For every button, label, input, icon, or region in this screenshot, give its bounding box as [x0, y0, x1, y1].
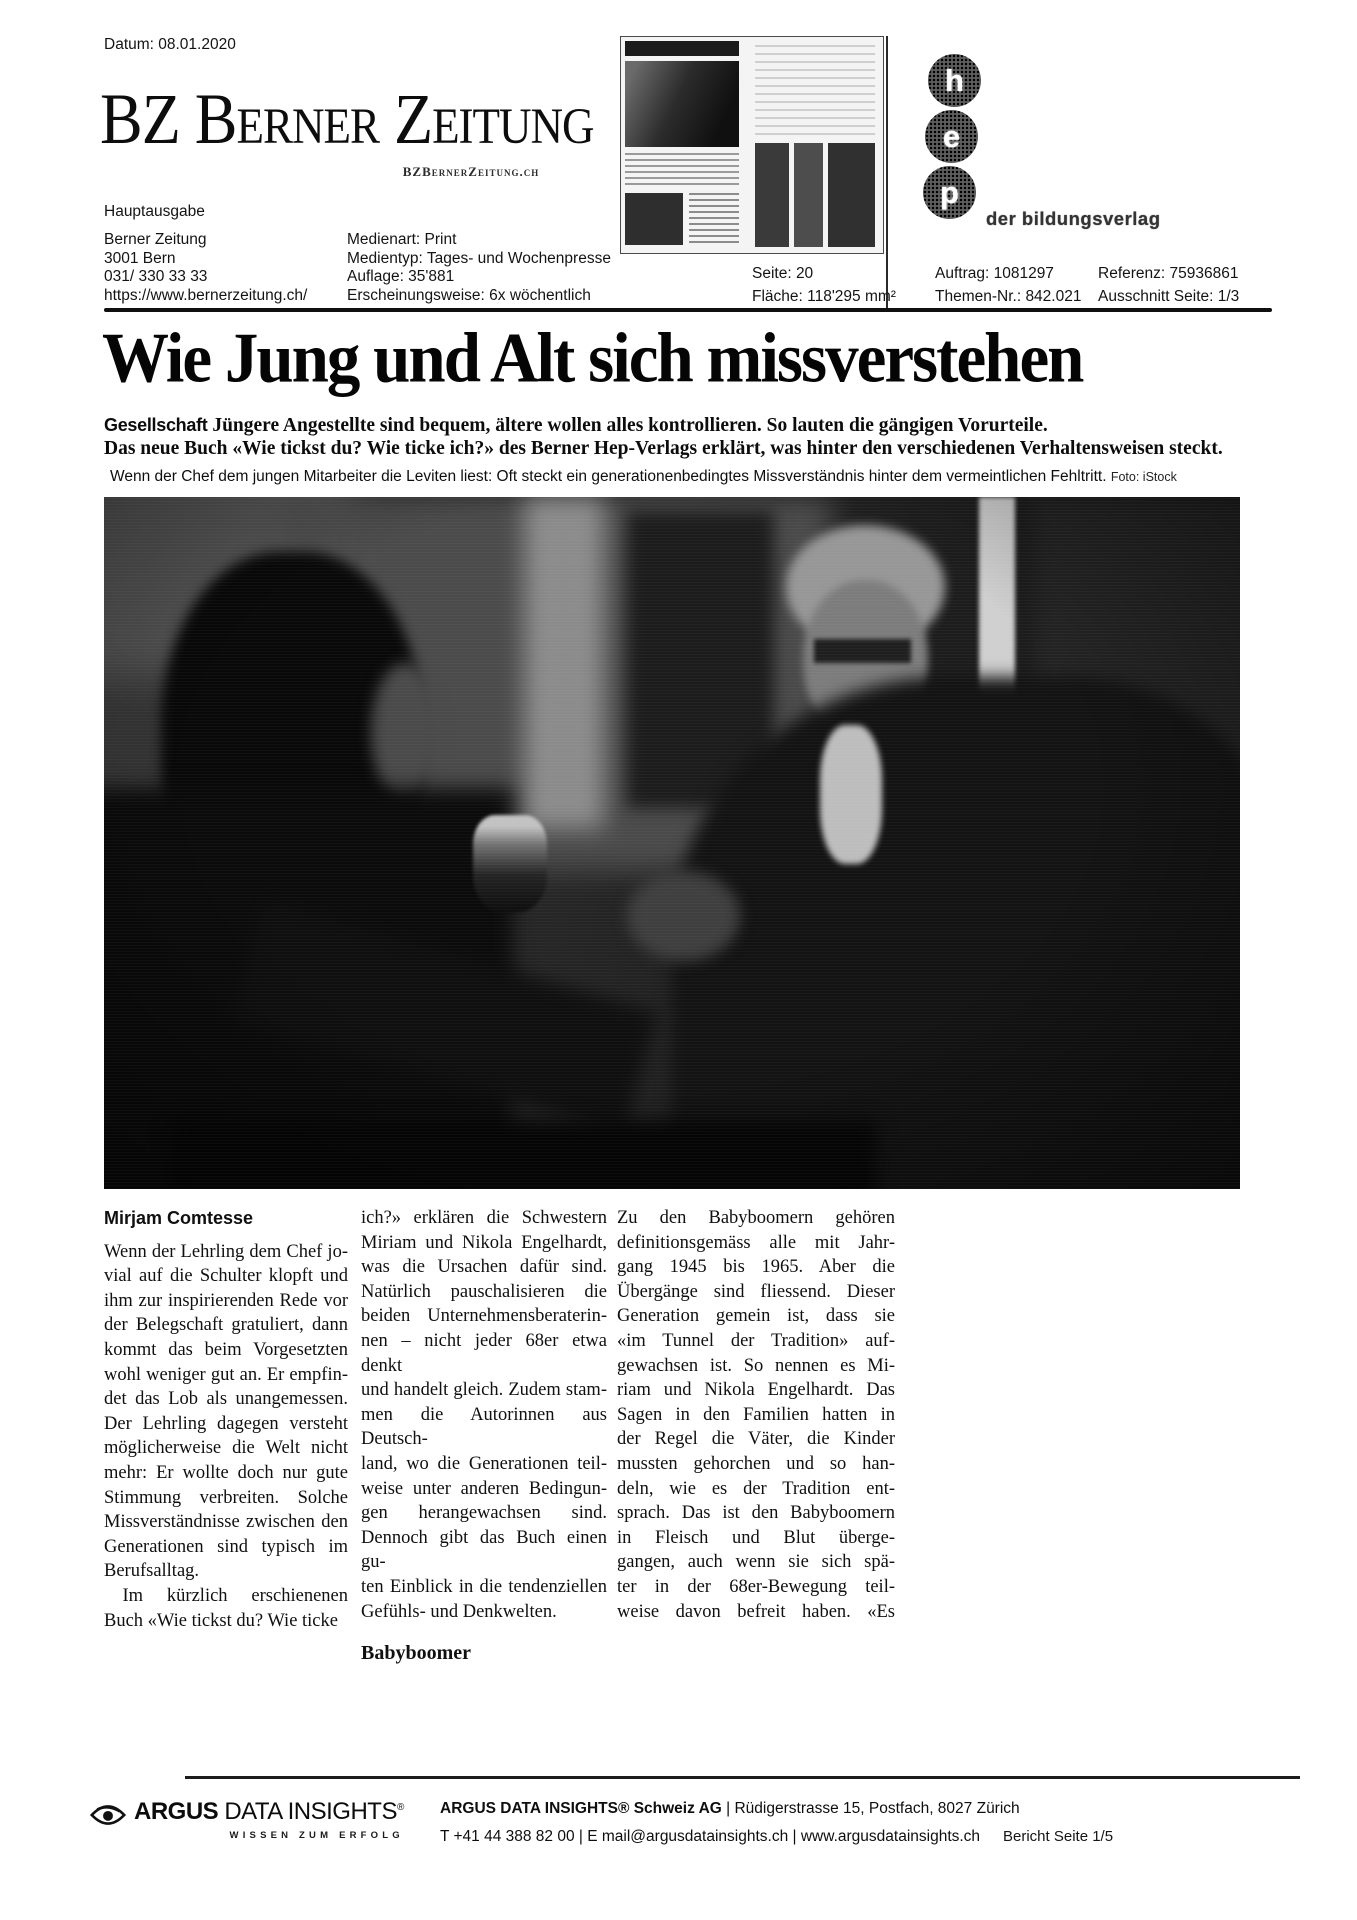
article-byline: Mirjam Comtesse: [104, 1208, 254, 1228]
article-column-2: [361, 1206, 612, 1666]
thumbnail-photo: [625, 61, 739, 147]
argus-eye-icon: [90, 1800, 126, 1835]
column-text: ich?» erklären die Schwestern Miriam und Nikola Engelhardt, was die Ursachen dafür sind. Natürlich pauschalisieren die beiden Unternehmensberaterin- nen – nicht jeder 68er etwa denkt und handelt gleich. Zudem stam- men die Autorinnen aus Deutsch- land, wo die Generationen teil- weise unter anderen Bedingun- gen herangewachsen sind. Dennoch gibt das Buch einen gu- ten Einblick in die tendenziellen Gefühls- und Denkwelten.: [361, 1208, 612, 1622]
footer-divider: [185, 1776, 1300, 1779]
publisher-address-block: Berner Zeitung 3001 Bern 031/ 330 33 33 https://www.bernerzeitung.ch/: [104, 231, 308, 304]
article-column-3: [617, 1206, 895, 1666]
hep-logo-tagline: der bildungsverlag: [986, 208, 1161, 229]
section-subhead: Babyboomer: [361, 1642, 471, 1665]
column-text: Zu den Babyboomern gehören definitionsgemäss alle mit Jahr- gang 1945 bis 1965. Aber die Übergänge sind fliessend. Dieser Generation gemein ist, dass sie «im Tunnel der Tradition» auf- gewachsen ist. So nennen es Mi- riam und Nikola Engelhardt. Das Sagen in den Familien hatten in der Regel die Väter, die Kinder mussten gehorchen und so han- deln, wie es der Tradition ent- sprach. Das ist den Babyboomern in Fleisch und Blut überge- gangen, auch wenn sie sich spä- ter in der 68er-Bewegung teil- weise davon befreit haben. «Es: [617, 1208, 895, 1622]
header-horizontal-rule: [104, 308, 1272, 312]
argus-brand-block: [134, 1798, 404, 1841]
article-headline: Wie Jung und Alt sich missverstehen: [102, 319, 1083, 398]
article-photo: [104, 497, 1240, 1189]
footer-street-address: Rüdigerstrasse 15, Postfach, 8027 Zürich: [734, 1800, 1020, 1817]
footer-company-line: [440, 1800, 1020, 1818]
footer-company: ARGUS DATA INSIGHTS® Schweiz AG: [440, 1800, 722, 1817]
thumbnail-text-lines: [625, 153, 739, 187]
newspaper-page-thumbnail: [620, 36, 884, 254]
footer-separator: |: [721, 1800, 735, 1817]
footer-contact-block: [440, 1800, 1020, 1846]
hep-letter: e: [942, 119, 961, 154]
thumbnail-masthead: [625, 41, 739, 56]
lead-line-1: [104, 414, 1223, 438]
brand-registered-mark: ®: [396, 1802, 404, 1813]
brand-rest: DATA INSIGHTS: [218, 1798, 397, 1825]
footer-contact-line: T +41 44 388 82 00 | E mail@argusdatainsights.ch | www.argusdatainsights.ch: [440, 1828, 981, 1845]
clipping-date: Datum: 08.01.2020: [104, 36, 236, 53]
photo-credit: Foto: iStock: [1110, 470, 1177, 484]
hep-logo-circle-e: [925, 110, 978, 163]
thumbnail-column-bar: [794, 143, 823, 247]
column-text: Wenn der Lehrling dem Chef jo- vial auf die Schulter klopft und ihm zur inspirierenden Rede vor der Belegschaft gratuliert, dann kommt das beim Vorgesetzten wohl weniger gut an. Er empfin- det das Lob als unangemessen. Der Lehrling dagegen versteht möglicherweise die Welt nicht mehr: Er wollte doch nur gute Stimmung verbreiten. Solche Missverständnisse zwischen den Generationen sind typisch im Berufsalltag. Im kürzlich erschienenen Buch «Wie tickst du? Wie ticke: [104, 1241, 348, 1631]
hep-letter: p: [940, 175, 959, 210]
thumbnail-text-lines: [689, 193, 739, 245]
article-column-1: [104, 1206, 348, 1666]
hep-verlag-logo: [928, 54, 998, 222]
clip-info-order: Auftrag: 1081297 Themen-Nr.: 842.021: [935, 265, 1082, 305]
report-page-label: Bericht Seite 1/5: [1003, 1828, 1114, 1845]
article-body: [104, 1206, 895, 1666]
clip-info-page-area: Seite: 20 Fläche: 118'295 mm²: [752, 265, 896, 305]
photo-scan-noise: [104, 497, 1240, 1189]
thumbnail-image-block: [625, 193, 683, 245]
brand-bold: ARGUS: [134, 1798, 219, 1825]
newspaper-masthead-logo: BZ Berner Zeitung: [100, 79, 594, 159]
hep-logo-circle-p: [923, 166, 976, 219]
clip-info-reference: Referenz: 75936861 Ausschnitt Seite: 1/3: [1098, 265, 1240, 305]
hep-logo-circle-h: [928, 54, 981, 107]
hep-letter: h: [945, 63, 964, 98]
lead-text-1: Jüngere Angestellte sind bequem, ältere wollen alles kontrollieren. So lauten die gängigen Vorurteile.: [207, 415, 1048, 436]
caption-text: Wenn der Chef dem jungen Mitarbeiter die Leviten liest: Oft steckt ein generationenbedingtes Missverständnis hinter dem vermeintlichen Fehltritt.: [110, 468, 1107, 485]
argus-tagline: WISSEN ZUM ERFOLG: [229, 1830, 404, 1841]
masthead-url: BZBernerZeitung.ch: [402, 164, 540, 179]
kicker-label: Gesellschaft: [104, 415, 208, 435]
argus-brand-text: [134, 1798, 404, 1826]
article-lead: [104, 414, 1223, 460]
edition-label: Hauptausgabe: [104, 203, 205, 220]
photo-caption: [110, 468, 1177, 486]
thumbnail-column-bar: [755, 143, 789, 247]
thumbnail-column-bar: [828, 143, 875, 247]
thumbnail-text-lines: [755, 45, 875, 137]
lead-line-2: Das neue Buch «Wie tickst du? Wie ticke ich?» des Berner Hep-Verlags erklärt, was hinter den verschiedenen Verhaltensweisen steckt.: [104, 437, 1223, 459]
media-info-block: Medienart: Print Medientyp: Tages- und Wochenpresse Auflage: 35'881 Erscheinungsweise: 6x wöchentlich: [347, 231, 611, 304]
argus-logo: [90, 1798, 404, 1841]
